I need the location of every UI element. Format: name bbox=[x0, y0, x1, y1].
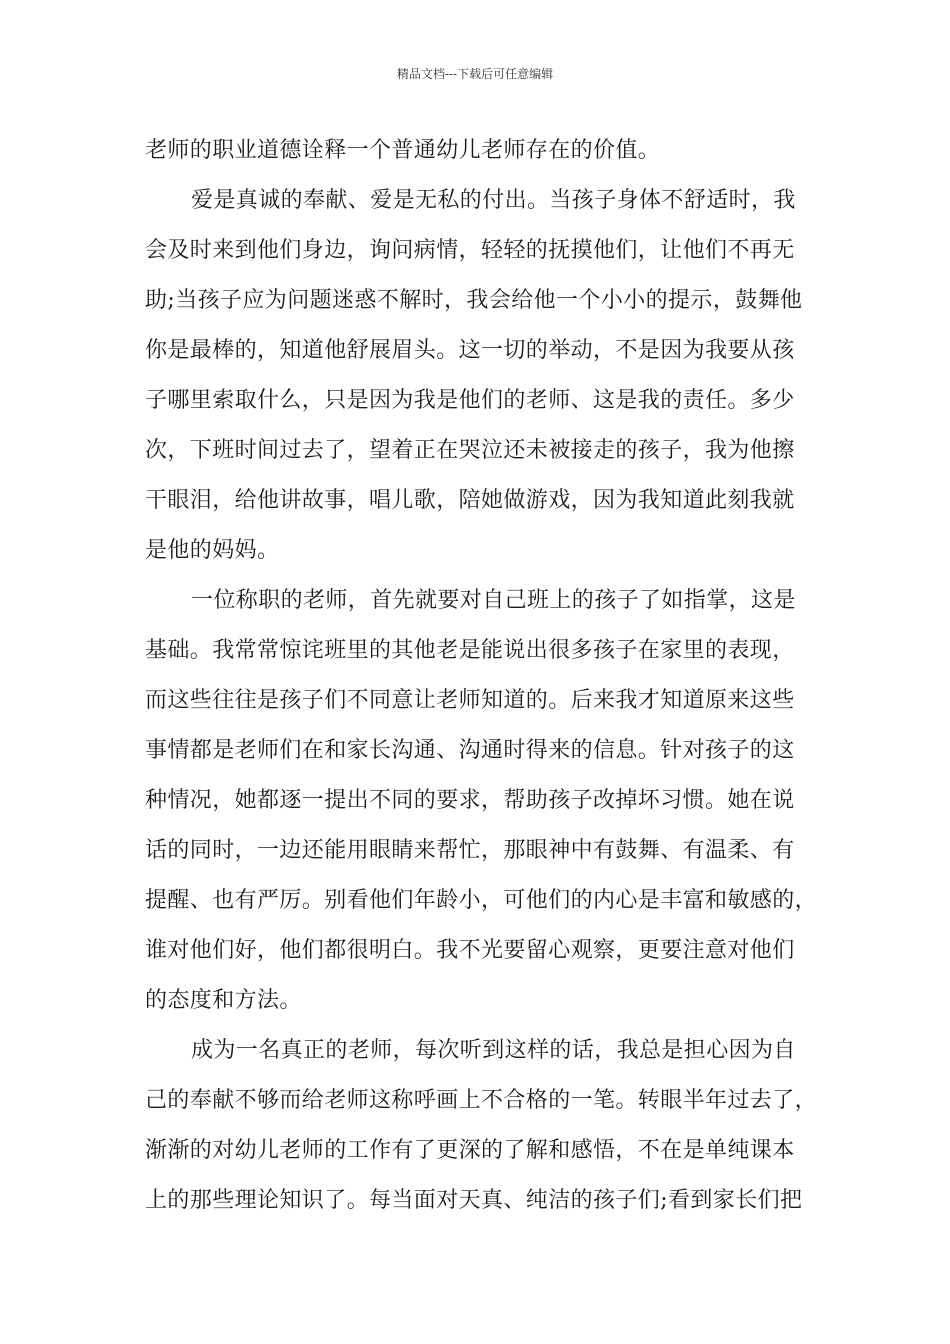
text-line: 基础。我常常惊诧班里的其他老是能说出很多孩子在家里的表现， bbox=[145, 638, 795, 663]
text-line: 而这些往往是孩子们不同意让老师知道的。后来我才知道原来这些 bbox=[145, 688, 795, 713]
text-line: 你是最棒的，知道他舒展眉头。这一切的举动，不是因为我要从孩 bbox=[145, 338, 795, 363]
text-line: 上的那些理论知识了。每当面对天真、纯洁的孩子们;看到家长们把 bbox=[145, 1188, 803, 1213]
text-line: 的态度和方法。 bbox=[145, 988, 302, 1013]
paragraph-first-line: 成为一名真正的老师，每次听到这样的话，我总是担心因为自 bbox=[191, 1038, 796, 1063]
text-line: 事情都是老师们在和家长沟通、沟通时得来的信息。针对孩子的这 bbox=[145, 738, 795, 763]
paragraph-first-line: 爱是真诚的奉献、爱是无私的付出。当孩子身体不舒适时，我 bbox=[191, 188, 796, 213]
text-line: 话的同时，一边还能用眼睛来帮忙，那眼神中有鼓舞、有温柔、有 bbox=[145, 838, 795, 863]
text-line: 渐渐的对幼儿老师的工作有了更深的了解和感悟，不在是单纯课本 bbox=[145, 1138, 795, 1163]
text-line: 是他的妈妈。 bbox=[145, 538, 280, 563]
text-line: 老师的职业道德诠释一个普通幼儿老师存在的价值。 bbox=[145, 138, 661, 163]
text-line: 种情况，她都逐一提出不同的要求，帮助孩子改掉坏习惯。她在说 bbox=[145, 788, 795, 813]
text-line: 助;当孩子应为问题迷惑不解时，我会给他一个小小的提示，鼓舞他 bbox=[145, 288, 803, 313]
paragraph-first-line: 一位称职的老师，首先就要对自己班上的孩子了如指掌，这是 bbox=[191, 588, 796, 613]
text-line: 提醒、也有严厉。别看他们年龄小，可他们的内心是丰富和敏感的， bbox=[145, 888, 818, 913]
text-line: 干眼泪，给他讲故事，唱儿歌，陪她做游戏，因为我知道此刻我就 bbox=[145, 488, 795, 513]
page-header: 精品文档---下载后可任意编辑 bbox=[396, 67, 554, 81]
text-line: 谁对他们好，他们都很明白。我不光要留心观察，更要注意对他们 bbox=[145, 938, 795, 963]
text-line: 会及时来到他们身边，询问病情，轻轻的抚摸他们，让他们不再无 bbox=[145, 238, 795, 263]
body-text bbox=[145, 133, 825, 1233]
text-line: 子哪里索取什么，只是因为我是他们的老师、这是我的责任。多少 bbox=[145, 388, 795, 413]
text-line: 己的奉献不够而给老师这称呼画上不合格的一笔。转眼半年过去了， bbox=[145, 1088, 818, 1113]
text-line: 次，下班时间过去了，望着正在哭泣还未被接走的孩子，我为他擦 bbox=[145, 438, 795, 463]
